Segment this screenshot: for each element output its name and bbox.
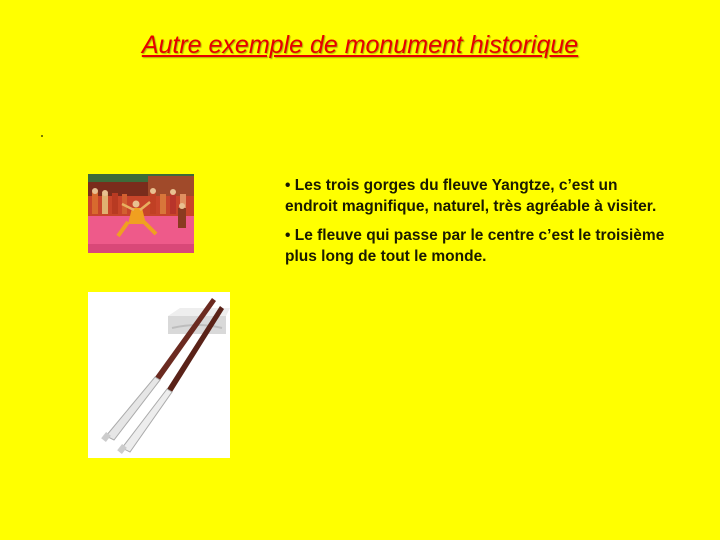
slide-title: Autre exemple de monument historique [141, 31, 579, 59]
chopsticks-photo [88, 292, 230, 458]
bullet-river-length: • Le fleuve qui passe par le centre c’est le troisième plus long de tout le monde. [285, 227, 665, 265]
bullet-text-block [285, 176, 665, 276]
stray-dot [41, 135, 43, 137]
bullet-yangtze-gorges: • Les trois gorges du fleuve Yangtze, c’est un endroit magnifique, naturel, très agréable à visiter. [285, 177, 657, 215]
kungfu-performance-photo [88, 174, 194, 253]
